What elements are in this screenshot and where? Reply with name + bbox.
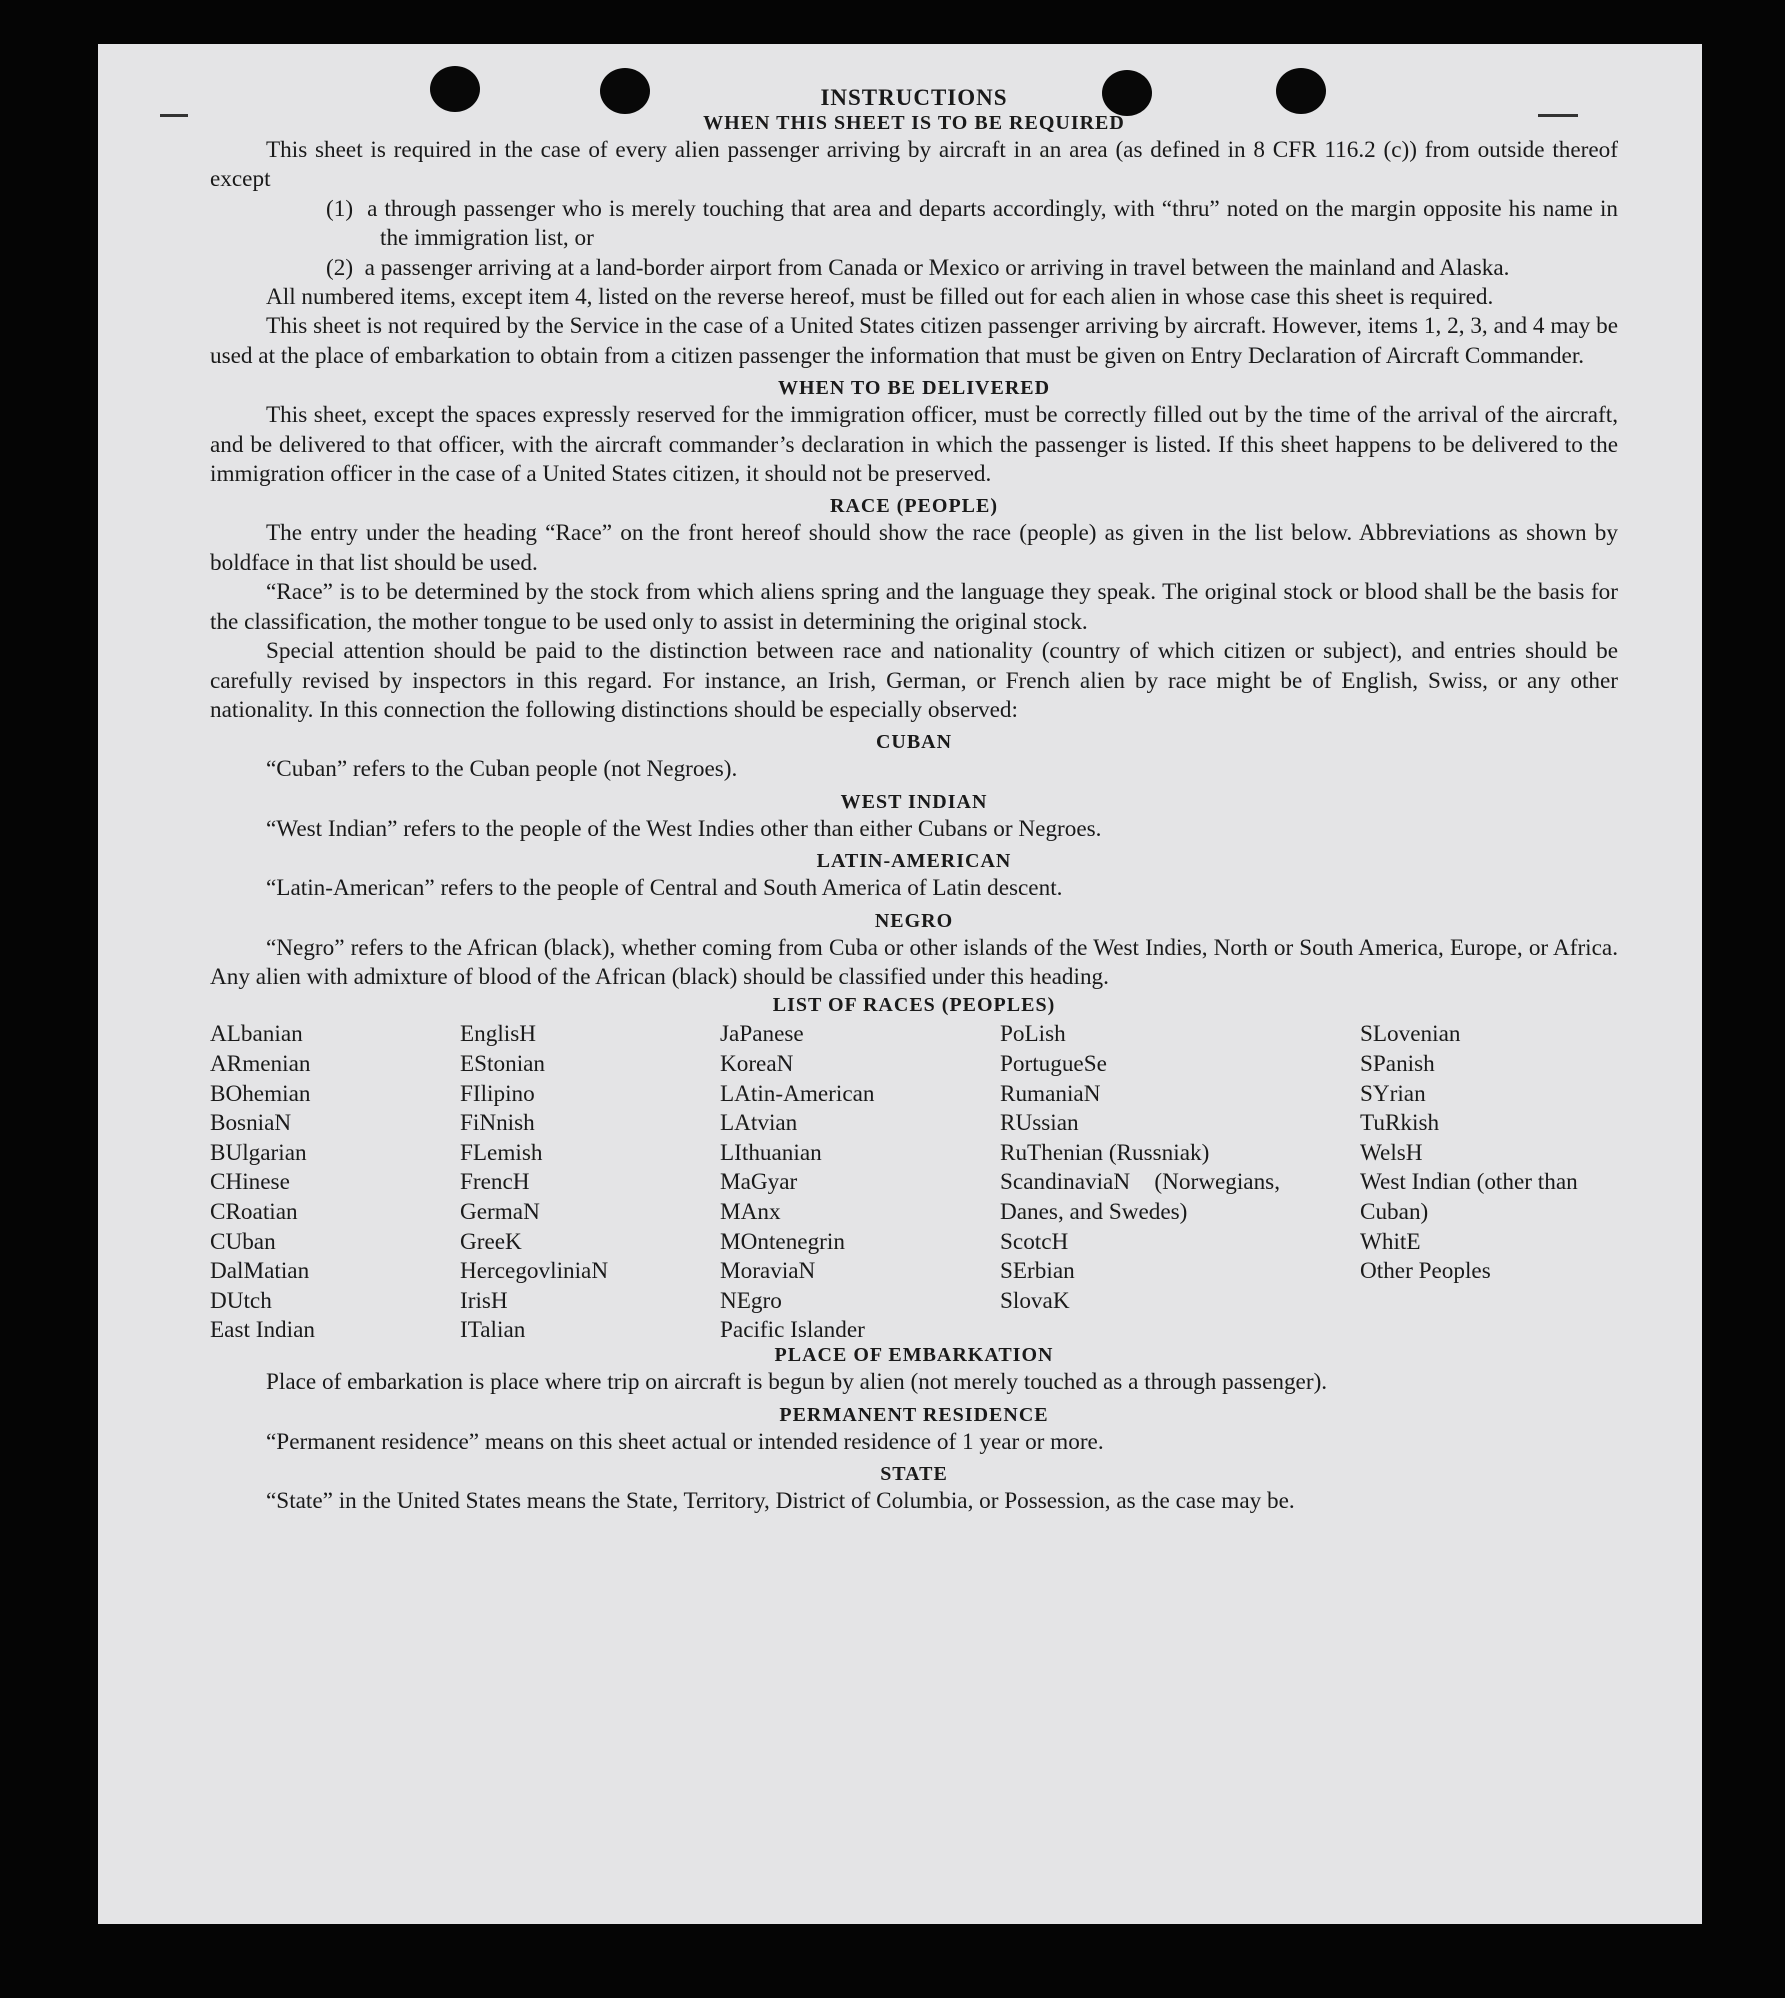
para-citizen: This sheet is not required by the Service in the case of a United States citizen passenger arriving by aircraft. However, items 1, 2, 3, and 4 may be used at the place of embarkation to obtain from a citizen passenger the information that must be given on Entry Declaration of Aircraft Commander. [210,313,1618,369]
heading-embarkation: PLACE OF EMBARKATION [774,1344,1054,1367]
para-race-2: “Race” is to be determined by the stock from which aliens spring and the language they speak. The original stock or blood shall be the basis for the classification, the mother tongue to be used only to assist in determining the original stock. [210,579,1618,635]
exception-item [326,195,1618,254]
para-race-3: Special attention should be paid to the distinction between race and nationality (country of which citizen or subject), and entries should be carefully revised by inspectors in this regard. For instance, an Irish, German, or French alien by race might be of English, Swiss, or any other nationality. In this connection the following distinctions should be especially observed: [210,638,1618,723]
races-column-4 [1000,1020,1290,1316]
para-residence: “Permanent residence” means on this sheet actual or intended residence of 1 year or more. [266,1428,1104,1455]
heading-negro: NEGRO [874,909,954,932]
race-entry: MOntenegrin [720,1228,845,1255]
race-entry: WhitE [1360,1228,1421,1255]
heading-required: WHEN THIS SHEET IS TO BE REQUIRED [703,112,1125,134]
race-entry: ScandinaviaN (Norwegians, Danes, and Swedes) [1000,1169,1280,1225]
para-latin-american: “Latin-American” refers to the people of Central and South America of Latin descent. [266,875,1063,902]
race-entry: CUban [210,1228,276,1255]
race-entry: FiNnish [460,1110,535,1137]
heading-state: STATE [880,1463,948,1486]
race-entry: GermaN [460,1198,540,1225]
races-column-3 [720,1020,990,1346]
exception-number: (2) [326,254,354,281]
para-west-indian: “West Indian” refers to the people of the West Indies other than either Cubans or Negroes. [266,815,1102,842]
race-entry: FLemish [460,1139,543,1166]
heading-cuban: CUBAN [875,731,953,754]
heading-delivered: WHEN TO BE DELIVERED [777,377,1051,400]
race-entry: MoraviaN [720,1258,816,1285]
race-entry: WelsH [1360,1139,1423,1166]
race-entry: KoreaN [720,1050,794,1077]
race-entry: DalMatian [210,1258,310,1285]
tick-mark [160,114,188,117]
race-entry: EnglisH [460,1021,537,1048]
race-entry: SYrian [1360,1080,1426,1107]
race-entry: TuRkish [1360,1110,1440,1137]
race-entry: Pacific Islander [720,1317,865,1344]
para-numbered-items: All numbered items, except item 4, listed on the reverse hereof, must be filled out for each alien in whose case this sheet is required. [266,284,1494,311]
races-column-5 [1360,1020,1620,1286]
race-entry: East Indian [210,1317,315,1344]
exception-text: a through passenger who is merely touching that area and departs accordingly, with “thru” noted on the margin opposite his name in the immigration list, or [367,195,1618,252]
races-column-1 [210,1020,450,1346]
race-entry: CRoatian [210,1198,298,1225]
heading-residence: PERMANENT RESIDENCE [779,1403,1049,1426]
race-entry: BosniaN [210,1110,292,1137]
heading-latin-american: LATIN-AMERICAN [816,850,1012,873]
race-entry: MaGyar [720,1169,798,1196]
race-entry: West Indian (other than Cuban) [1360,1169,1578,1225]
heading-race: RACE (PEOPLE) [830,495,998,518]
race-entry: HercegovliniaN [460,1258,609,1285]
para-cuban: “Cuban” refers to the Cuban people (not Negroes). [266,756,738,783]
race-entry: ARmenian [210,1050,311,1077]
races-column-2 [460,1020,700,1346]
race-entry: JaPanese [720,1021,804,1048]
race-entry: CHinese [210,1169,290,1196]
race-entry: ITalian [460,1317,526,1344]
race-entry: NEgro [720,1287,782,1314]
heading-west-indian: WEST INDIAN [840,790,988,813]
race-entry: RuThenian (Russniak) [1000,1139,1210,1166]
race-entry: RUssian [1000,1110,1079,1137]
race-entry: LIthuanian [720,1139,822,1166]
heading-list-of-races: LIST OF RACES (PEOPLES) [772,994,1056,1017]
race-entry: FIlipino [460,1080,535,1107]
para-embarkation: Place of embarkation is place where trip on aircraft is begun by alien (not merely touched as a through passenger). [266,1369,1328,1396]
race-entry: Other Peoples [1360,1258,1491,1285]
exception-item [326,254,1618,283]
instructions-content [210,84,1618,1517]
race-entry: SlovaK [1000,1287,1070,1314]
race-entry: PortugueSe [1000,1050,1107,1077]
race-entry: FrencH [460,1169,530,1196]
races-list [210,1020,1618,1344]
exception-number: (1) [326,195,354,222]
para-delivered: This sheet, except the spaces expressly reserved for the immigration officer, must be correctly filled out by the time of the arrival of the aircraft, and be delivered to that officer, with the aircraft commander’s declaration in which the passenger is listed. If this sheet happens to be delivered to the immigration officer in the case of a United States citizen, it should not be preserved. [210,402,1618,488]
para-negro: “Negro” refers to the African (black), whether coming from Cuba or other islands of the West Indies, North or South America, Europe, or Africa. Any alien with admixture of blood of the African (black) should be classified under this heading. [210,934,1618,990]
race-entry: IrisH [460,1287,508,1314]
race-entry: SLovenian [1360,1021,1461,1048]
race-entry: MAnx [720,1198,781,1225]
race-entry: PoLish [1000,1021,1066,1048]
race-entry: RumaniaN [1000,1080,1101,1107]
exception-text: a passenger arriving at a land-border airport from Canada or Mexico or arriving in travel between the mainland and Alaska. [364,254,1510,281]
race-entry: DUtch [210,1287,272,1314]
race-entry: BUlgarian [210,1139,307,1166]
para-state: “State” in the United States means the State, Territory, District of Columbia, or Possession, as the case may be. [266,1488,1295,1515]
race-entry: LAtin-American [720,1080,875,1107]
race-entry: LAtvian [720,1110,798,1137]
race-entry: BOhemian [210,1080,311,1107]
race-entry: ScotcH [1000,1228,1069,1255]
page-title: INSTRUCTIONS [820,85,1008,110]
race-entry: SPanish [1360,1050,1435,1077]
race-entry: SErbian [1000,1258,1075,1285]
document-sheet [98,44,1702,1924]
race-entry: EStonian [460,1050,546,1077]
race-entry: GreeK [460,1228,522,1255]
para-race-1: The entry under the heading “Race” on the front hereof should show the race (people) as given in the list below. Abbreviations as shown by boldface in that list should be used. [210,520,1618,576]
para-required-intro: This sheet is required in the case of every alien passenger arriving by aircraft in an area (as defined in 8 CFR 116.2 (c)) from outside thereof except [210,137,1618,193]
race-entry: ALbanian [210,1021,303,1048]
